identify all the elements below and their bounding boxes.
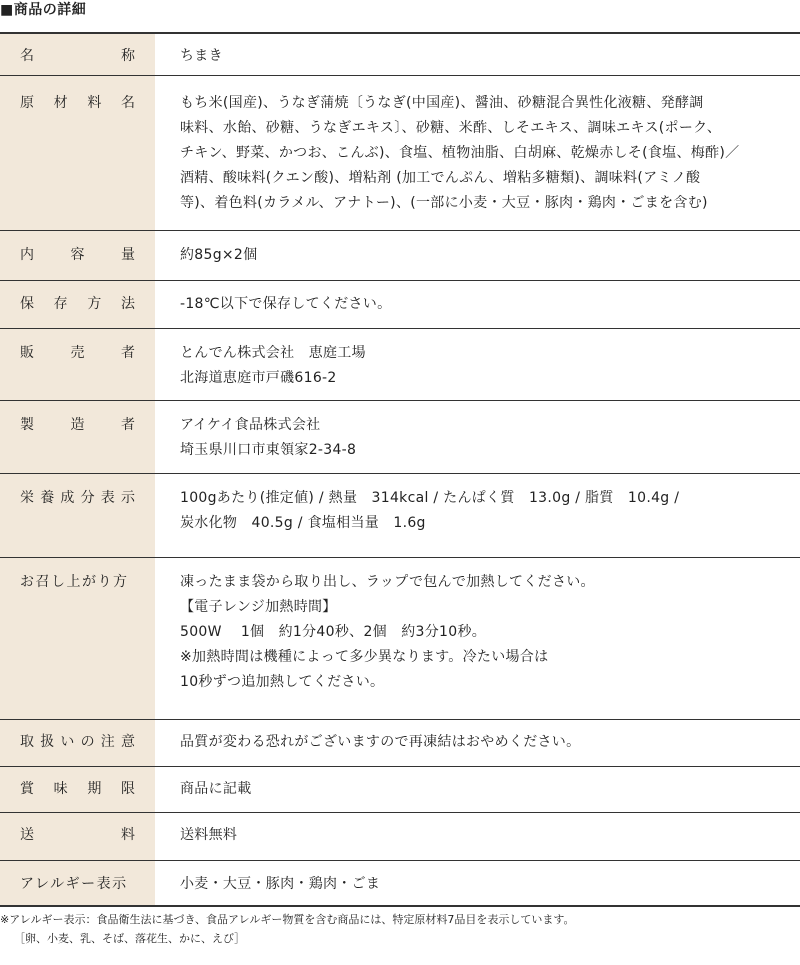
spec-row (0, 281, 800, 329)
spec-row (0, 861, 800, 907)
spec-value-line: チキン、野菜、かつお、こんぶ)、食塩、植物油脂、白胡麻、乾燥赤しそ(食塩、梅酢)／ (180, 145, 740, 161)
spec-label-text: お召し上がり方 (20, 574, 129, 590)
spec-label (0, 861, 155, 905)
spec-value-line: 送料無料 (180, 827, 238, 843)
spec-label (0, 474, 155, 557)
spec-value (155, 558, 800, 719)
spec-value (155, 34, 800, 75)
spec-value-line: とんでん株式会社 恵庭工場 (180, 345, 366, 361)
spec-row (0, 558, 800, 720)
spec-label (0, 813, 155, 860)
spec-row (0, 401, 800, 474)
footnote-line-1: ※アレルギー表示：食品衛生法に基づき、食品アレルギー物質を含む商品には、特定原材料7品目を表示しています。 (0, 913, 575, 926)
spec-label (0, 767, 155, 812)
spec-label-text: 内 容 量 (20, 247, 135, 263)
spec-row (0, 813, 800, 861)
spec-value-line: 【電子レンジ加熱時間】 (180, 599, 337, 615)
footnote-line-2: ［卵、小麦、乳、そば、落花生、かに、えび］ (14, 932, 246, 945)
spec-value-line: 約85g×2個 (180, 247, 258, 263)
spec-value-line: 酒精、酸味料(クエン酸)、増粘剤 (加工でんぷん、増粘多糖類)、調味料(アミノ酸 (180, 170, 701, 186)
spec-row (0, 34, 800, 76)
spec-value (155, 720, 800, 766)
spec-value-line: 等)、着色料(カラメル、アナトー)、(一部に小麦・大豆・豚肉・鶏肉・ごまを含む) (180, 195, 708, 211)
spec-row (0, 76, 800, 231)
spec-value (155, 401, 800, 473)
spec-value-line: 北海道恵庭市戸磯616-2 (180, 370, 337, 386)
spec-row (0, 474, 800, 558)
spec-value-line: 凍ったまま袋から取り出し、ラップで包んで加熱してください。 (180, 574, 595, 590)
spec-label (0, 329, 155, 400)
spec-value (155, 813, 800, 860)
spec-label (0, 76, 155, 230)
spec-value-line: 小麦・大豆・豚肉・鶏肉・ごま (180, 876, 381, 892)
spec-label-text: 販 売 者 (20, 345, 135, 361)
spec-label-text: 栄 養 成 分 表 示 (20, 490, 135, 506)
spec-label-text: 取 扱 い の 注 意 (20, 734, 135, 750)
spec-row (0, 231, 800, 281)
spec-value (155, 281, 800, 328)
spec-value (155, 474, 800, 557)
section-title: ■商品の詳細 (0, 2, 87, 18)
spec-label (0, 720, 155, 766)
spec-label (0, 401, 155, 473)
spec-label-text: 名 称 (20, 48, 135, 64)
spec-value-line: ※加熱時間は機種によって多少異なります。冷たい場合は (180, 649, 549, 665)
spec-value-line: もち米(国産)、うなぎ蒲焼〔うなぎ(中国産)、醤油、砂糖混合異性化液糖、発酵調 (180, 95, 704, 111)
spec-label-text: 保 存 方 法 (20, 296, 135, 312)
spec-value-line: 炭水化物 40.5g / 食塩相当量 1.6g (180, 515, 426, 531)
spec-value-line: 10秒ずつ追加熱してください。 (180, 674, 385, 690)
allergy-footnote (0, 910, 800, 948)
spec-value-line: 500W 1個 約1分40秒、2個 約3分10秒。 (180, 624, 487, 640)
spec-value-line: -18℃以下で保存してください。 (180, 296, 392, 312)
spec-value-line: 商品に記載 (180, 781, 252, 797)
spec-table (0, 32, 800, 907)
spec-value-line: 埼玉県川口市東領家2-34-8 (180, 442, 357, 458)
spec-label (0, 558, 155, 719)
spec-label (0, 281, 155, 328)
spec-value (155, 329, 800, 400)
spec-value (155, 231, 800, 280)
spec-value-line: 品質が変わる恐れがございますので再凍結はおやめください。 (180, 734, 581, 750)
spec-label-text: 原 材 料 名 (20, 95, 135, 111)
spec-label-text: 賞 味 期 限 (20, 781, 135, 797)
spec-label-text: 製 造 者 (20, 417, 135, 433)
spec-row (0, 329, 800, 401)
spec-value-line: 味料、水飴、砂糖、うなぎエキス〕、砂糖、米酢、しそエキス、調味エキス(ポーク、 (180, 120, 722, 136)
spec-row (0, 767, 800, 813)
spec-label-text: 送 料 (20, 827, 135, 843)
spec-value-line: 100gあたり(推定値) / 熱量 314kcal / たんぱく質 13.0g / 脂質 10.4g / (180, 490, 680, 506)
spec-value (155, 76, 800, 230)
spec-label-text: アレルギー表示 (20, 876, 128, 892)
spec-value-line: アイケイ食品株式会社 (180, 417, 321, 433)
spec-label (0, 34, 155, 75)
spec-label (0, 231, 155, 280)
spec-value (155, 861, 800, 905)
spec-value-line: ちまき (180, 48, 223, 64)
spec-row (0, 720, 800, 767)
spec-value (155, 767, 800, 812)
